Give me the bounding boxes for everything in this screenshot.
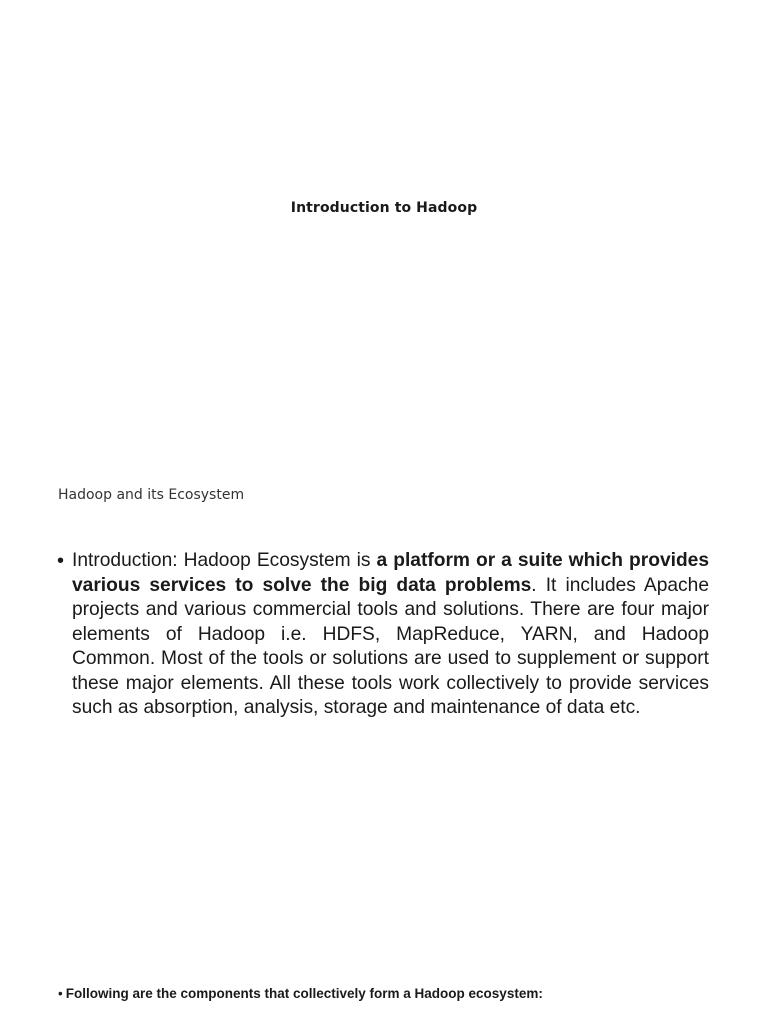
intro-bold-text: a platform or a suite which provides various services to solve the big data problems <box>72 550 710 596</box>
bullet-dot-icon: • <box>57 550 65 572</box>
section-heading: Hadoop and its Ecosystem <box>58 487 245 503</box>
bullet-row <box>57 549 709 721</box>
document-title: Introduction to Hadoop <box>290 200 478 216</box>
components-bullet <box>58 985 738 1003</box>
components-bullet-text: Following are the components that collectively form a Hadoop ecosystem: <box>65 986 543 1001</box>
intro-rest-text: . It includes Apache projects and various commercial tools and solutions. There are four major elements of Hadoop i.e. HDFS, MapReduce, YARN, and Hadoop Common. Most of the tools or solutions are used to supplement or support these major elements. All these tools work collectively to provide services such as absorption, analysis, storage and maintenance of data etc. <box>72 574 709 718</box>
intro-paragraph <box>72 549 709 721</box>
bullet-dot-icon: • <box>58 986 63 1001</box>
intro-lead-text: Introduction: Hadoop Ecosystem is <box>72 550 377 571</box>
intro-bullet <box>57 549 709 721</box>
